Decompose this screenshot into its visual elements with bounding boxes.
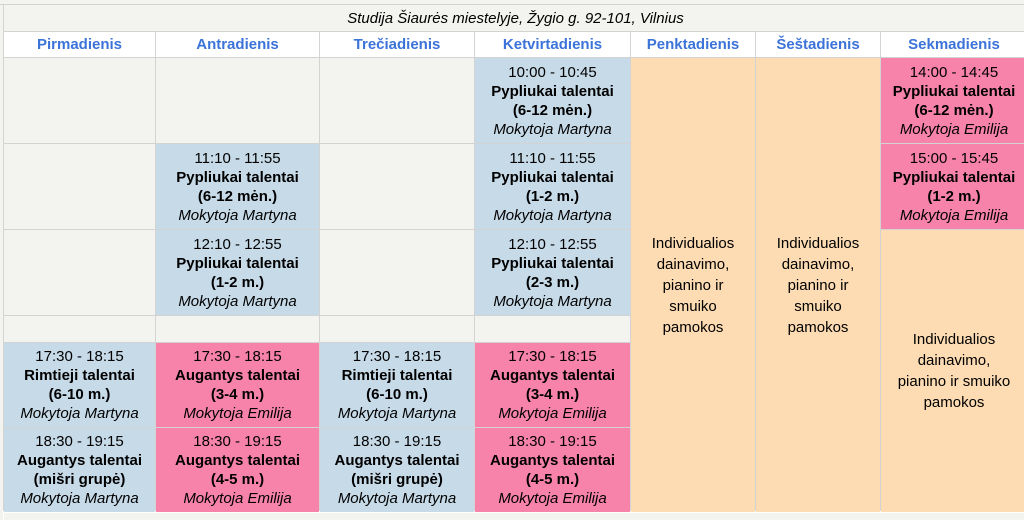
individual-line: dainavimo, <box>781 255 855 273</box>
lesson-name: Augantys talentai <box>174 367 301 384</box>
lesson-name: Augantys talentai <box>489 367 616 384</box>
lesson-group: (2-3 m.) <box>525 273 580 291</box>
lesson-time: 12:10 - 12:55 <box>193 235 282 253</box>
lesson-group: (4-5 m.) <box>525 471 580 488</box>
individual-line: Individualios <box>912 331 996 348</box>
empty-cell <box>320 144 474 229</box>
lesson-teacher: Mokytoja Martyna <box>178 292 297 310</box>
empty-cell <box>320 230 474 315</box>
lesson-name: Augantys talentai <box>16 452 143 469</box>
lesson-teacher: Mokytoja Martyna <box>493 120 612 138</box>
lesson-cell-sun-1500 <box>881 144 1024 229</box>
individual-line: smuiko <box>794 297 842 315</box>
day-header-monday: Pirmadienis <box>4 32 155 57</box>
lesson-cell-wed-1730 <box>320 343 474 427</box>
lesson-name: Pypliukai talentai <box>491 168 614 186</box>
lesson-cell-mon-1830 <box>4 428 155 512</box>
lesson-cell-wed-1830 <box>320 428 474 512</box>
day-header-wednesday: Trečiadienis <box>320 32 474 57</box>
lesson-teacher: Mokytoja Martyna <box>20 405 139 422</box>
bottom-edge <box>4 513 1024 520</box>
left-edge <box>0 5 3 520</box>
lesson-teacher: Mokytoja Emilija <box>899 206 1009 224</box>
top-edge <box>0 0 1024 4</box>
day-header-tuesday: Antradienis <box>156 32 319 57</box>
lesson-group: (mišri grupė) <box>33 471 126 488</box>
lesson-time: 17:30 - 18:15 <box>193 348 282 365</box>
empty-cell <box>4 316 155 342</box>
lesson-cell-thu-1210 <box>475 230 630 315</box>
lesson-name: Pypliukai talentai <box>892 82 1016 100</box>
lesson-cell-tue-1210 <box>156 230 319 315</box>
individual-line: pamokos <box>787 318 849 336</box>
lesson-teacher: Mokytoja Martyna <box>337 490 457 507</box>
empty-cell <box>320 316 474 342</box>
lesson-time: 11:10 - 11:55 <box>509 149 596 167</box>
individual-line: smuiko <box>669 297 717 315</box>
lesson-time: 18:30 - 19:15 <box>35 433 124 450</box>
lesson-name: Rimtieji talentai <box>24 367 135 384</box>
lesson-group: (6-10 m.) <box>366 386 428 403</box>
lesson-group: (3-4 m.) <box>210 386 265 403</box>
day-header-thursday: Ketvirtadienis <box>475 32 630 57</box>
individual-line: pamokos <box>923 394 985 411</box>
empty-cell <box>320 58 474 143</box>
lesson-time: 14:00 - 14:45 <box>909 63 999 81</box>
studio-title: Studija Šiaurės miestelyje, Žygio g. 92-101, Vilnius <box>4 5 1024 31</box>
lesson-name: Augantys talentai <box>174 452 301 469</box>
lesson-teacher: Mokytoja Emilija <box>183 405 292 422</box>
lesson-group: (1-2 m.) <box>525 187 580 205</box>
individual-line: pamokos <box>662 318 724 336</box>
day-header-sunday: Sekmadienis <box>881 32 1024 57</box>
lesson-teacher: Mokytoja Martyna <box>178 206 297 224</box>
lesson-cell-tue-1830 <box>156 428 319 512</box>
lesson-teacher: Mokytoja Emilija <box>498 405 607 422</box>
lesson-time: 12:10 - 12:55 <box>508 235 597 253</box>
lesson-teacher: Mokytoja Martyna <box>20 490 139 507</box>
individual-line: Individualios <box>776 234 860 252</box>
lesson-cell-tue-1110 <box>156 144 319 229</box>
lesson-time: 18:30 - 19:15 <box>193 433 282 450</box>
lesson-group: (6-12 mėn.) <box>512 101 593 119</box>
lesson-cell-mon-1730 <box>4 343 155 427</box>
lesson-teacher: Mokytoja Emilija <box>183 490 292 507</box>
lesson-time: 18:30 - 19:15 <box>352 433 442 450</box>
lesson-teacher: Mokytoja Emilija <box>498 490 607 507</box>
lesson-name: Pypliukai talentai <box>491 82 614 100</box>
lesson-cell-thu-1110 <box>475 144 630 229</box>
lesson-time: 18:30 - 19:15 <box>508 433 597 450</box>
lesson-cell-tue-1730 <box>156 343 319 427</box>
lesson-group: (4-5 m.) <box>210 471 265 488</box>
lesson-name: Pypliukai talentai <box>176 168 299 186</box>
lesson-group: (6-12 mėn.) <box>197 187 278 205</box>
lesson-teacher: Mokytoja Martyna <box>493 206 612 224</box>
lesson-time: 17:30 - 18:15 <box>508 348 597 365</box>
individual-line: pianino ir smuiko <box>897 373 1011 390</box>
empty-cell <box>156 58 319 143</box>
lesson-cell-thu-1000 <box>475 58 630 143</box>
lesson-name: Pypliukai talentai <box>491 254 614 272</box>
lesson-group: (1-2 m.) <box>927 187 981 205</box>
lesson-group: (6-12 mėn.) <box>914 101 994 119</box>
individual-line: pianino ir <box>662 276 724 294</box>
lesson-cell-thu-1830 <box>475 428 630 512</box>
individual-line: dainavimo, <box>917 352 991 369</box>
lesson-group: (1-2 m.) <box>210 273 265 291</box>
individual-line: Individualios <box>651 234 735 252</box>
empty-cell <box>4 58 155 143</box>
lesson-name: Augantys talentai <box>334 452 460 469</box>
empty-cell <box>475 316 630 342</box>
lesson-group: (6-10 m.) <box>48 386 111 403</box>
empty-cell <box>4 230 155 315</box>
day-header-friday: Penktadienis <box>631 32 755 57</box>
lesson-name: Pypliukai talentai <box>892 168 1016 186</box>
lesson-teacher: Mokytoja Martyna <box>337 405 457 422</box>
individual-line: dainavimo, <box>656 255 730 273</box>
lesson-time: 11:10 - 11:55 <box>194 149 281 167</box>
individual-line: pianino ir <box>787 276 849 294</box>
lesson-name: Pypliukai talentai <box>176 254 299 272</box>
empty-cell <box>156 316 319 342</box>
lesson-name: Rimtieji talentai <box>341 367 453 384</box>
lesson-group: (mišri grupė) <box>351 471 443 488</box>
lesson-teacher: Mokytoja Martyna <box>493 292 612 310</box>
lesson-teacher: Mokytoja Emilija <box>899 120 1009 138</box>
day-header-saturday: Šeštadienis <box>756 32 880 57</box>
lesson-time: 17:30 - 18:15 <box>35 348 124 365</box>
lesson-cell-thu-1730 <box>475 343 630 427</box>
individual-cell-sunday <box>881 230 1024 512</box>
lesson-cell-sun-1400 <box>881 58 1024 143</box>
individual-cell-friday <box>631 58 755 512</box>
lesson-group: (3-4 m.) <box>525 386 580 403</box>
lesson-name: Augantys talentai <box>489 452 616 469</box>
empty-cell <box>4 144 155 229</box>
individual-cell-saturday <box>756 58 880 512</box>
lesson-time: 17:30 - 18:15 <box>352 348 442 365</box>
lesson-time: 15:00 - 15:45 <box>909 149 999 167</box>
lesson-time: 10:00 - 10:45 <box>508 63 597 81</box>
